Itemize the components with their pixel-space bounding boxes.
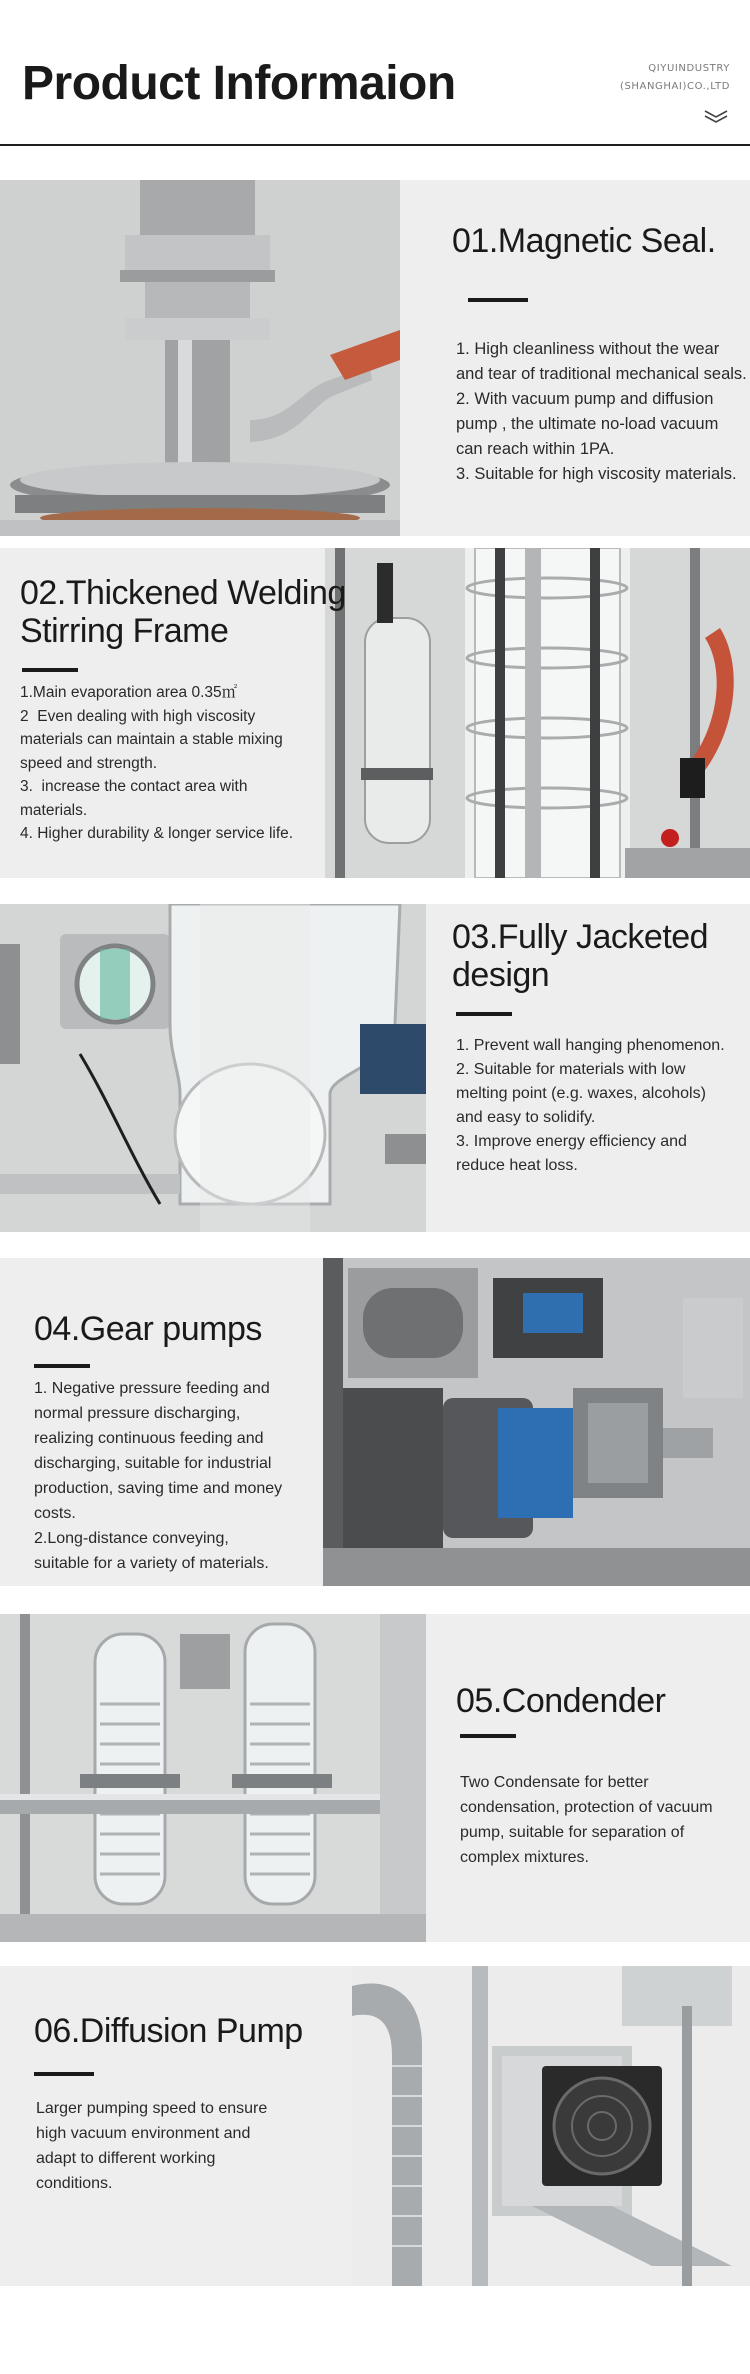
feature-magnetic-seal — [0, 180, 750, 536]
description-line: 3. increase the contact area with — [20, 778, 248, 795]
condenser-photo — [0, 1614, 426, 1942]
feature-condenser — [0, 1614, 750, 1942]
description-line: 1. Prevent wall hanging phenomenon. — [456, 1037, 725, 1054]
description-line: melting point (e.g. waxes, alcohols) — [456, 1085, 706, 1102]
description-line: and easy to solidify. — [456, 1109, 596, 1126]
feature-description — [20, 681, 325, 846]
description-line: materials can maintain a stable mixing — [20, 731, 283, 748]
description-line: pump , the ultimate no-load vacuum — [456, 415, 719, 433]
feature-title-line: 01.Magnetic Seal. — [452, 222, 716, 260]
description-line: condensation, protection of vacuum — [460, 1799, 713, 1816]
feature-description — [456, 337, 750, 487]
feature-stirring-frame — [0, 548, 750, 878]
feature-title-line: 03.Fully Jacketed — [452, 918, 709, 956]
description-line: 2 Even dealing with high viscosity — [20, 707, 256, 725]
company-name-line2: (SHANGHAI)CO.,LTD — [619, 81, 730, 92]
description-line: materials. — [20, 801, 88, 819]
stirring-frame-photo — [325, 548, 750, 878]
feature-title-line: 06.Diffusion Pump — [34, 2012, 303, 2050]
feature-rule — [22, 668, 78, 672]
magnetic-seal-photo — [0, 180, 400, 536]
page-header — [0, 0, 750, 146]
feature-title-line: Stirring Frame — [20, 612, 229, 650]
description-line: discharging, suitable for industrial — [34, 1455, 272, 1472]
feature-title — [20, 574, 346, 650]
chevron-down-icon[interactable] — [702, 108, 730, 124]
description-line: normal pressure discharging, — [34, 1405, 241, 1422]
feature-title — [34, 1310, 262, 1348]
page-title: Product Informaion — [22, 57, 456, 110]
company-name-line1: QIYUINDUSTRY — [648, 63, 730, 74]
description-line: pump, suitable for separation of — [460, 1824, 685, 1841]
feature-description — [460, 1770, 750, 1870]
description-line: suitable for a variety of materials. — [34, 1555, 269, 1572]
description-line: 2. With vacuum pump and diffusion — [456, 390, 714, 408]
feature-description — [36, 2096, 346, 2196]
feature-title-line: 02.Thickened Welding — [20, 574, 346, 612]
feature-title-line: design — [452, 956, 550, 994]
feature-title-line: 05.Condender — [456, 1682, 666, 1720]
feature-description — [34, 1376, 323, 1576]
jacketed-design-photo — [0, 904, 426, 1232]
feature-title — [452, 918, 708, 994]
feature-title — [452, 222, 716, 260]
description-line: production, saving time and money — [34, 1480, 283, 1497]
description-line: 1.Main evaporation area 0.35㎡ — [20, 684, 238, 701]
feature-title-line: 04.Gear pumps — [34, 1310, 262, 1348]
description-line: can reach within 1PA. — [456, 440, 615, 458]
feature-diffusion-pump — [0, 1966, 750, 2286]
description-line: adapt to different working — [36, 2150, 216, 2167]
feature-title — [456, 1682, 666, 1720]
feature-rule — [468, 298, 528, 302]
feature-rule — [34, 2072, 94, 2076]
description-line: 1. High cleanliness without the wear — [456, 340, 720, 358]
description-line: 1. Negative pressure feeding and — [34, 1380, 270, 1397]
description-line: realizing continuous feeding and — [34, 1430, 264, 1447]
feature-gear-pumps — [0, 1258, 750, 1586]
header-divider — [0, 144, 750, 146]
description-line: 4. Higher durability & longer service life. — [20, 825, 294, 842]
feature-title — [34, 2012, 303, 2050]
gear-pumps-photo — [323, 1258, 750, 1586]
feature-jacketed-design — [0, 904, 750, 1232]
description-line: complex mixtures. — [460, 1849, 589, 1866]
description-line: high vacuum environment and — [36, 2125, 251, 2142]
diffusion-pump-photo — [352, 1966, 750, 2286]
company-name — [620, 60, 730, 96]
description-line: Larger pumping speed to ensure — [36, 2100, 268, 2117]
description-line: speed and strength. — [20, 754, 158, 772]
description-line: 2. Suitable for materials with low — [456, 1061, 686, 1078]
feature-rule — [34, 1364, 90, 1368]
description-line: 2.Long-distance conveying, — [34, 1530, 229, 1547]
description-line: 3. Suitable for high viscosity materials. — [456, 465, 737, 483]
description-line: and tear of traditional mechanical seals. — [456, 365, 747, 383]
description-line: costs. — [34, 1505, 76, 1522]
description-line: reduce heat loss. — [456, 1157, 578, 1174]
feature-rule — [456, 1012, 512, 1016]
feature-rule — [460, 1734, 516, 1738]
description-line: 3. Improve energy efficiency and — [456, 1133, 687, 1150]
description-line: conditions. — [36, 2175, 113, 2192]
feature-description — [456, 1034, 750, 1178]
description-line: Two Condensate for better — [460, 1774, 649, 1791]
